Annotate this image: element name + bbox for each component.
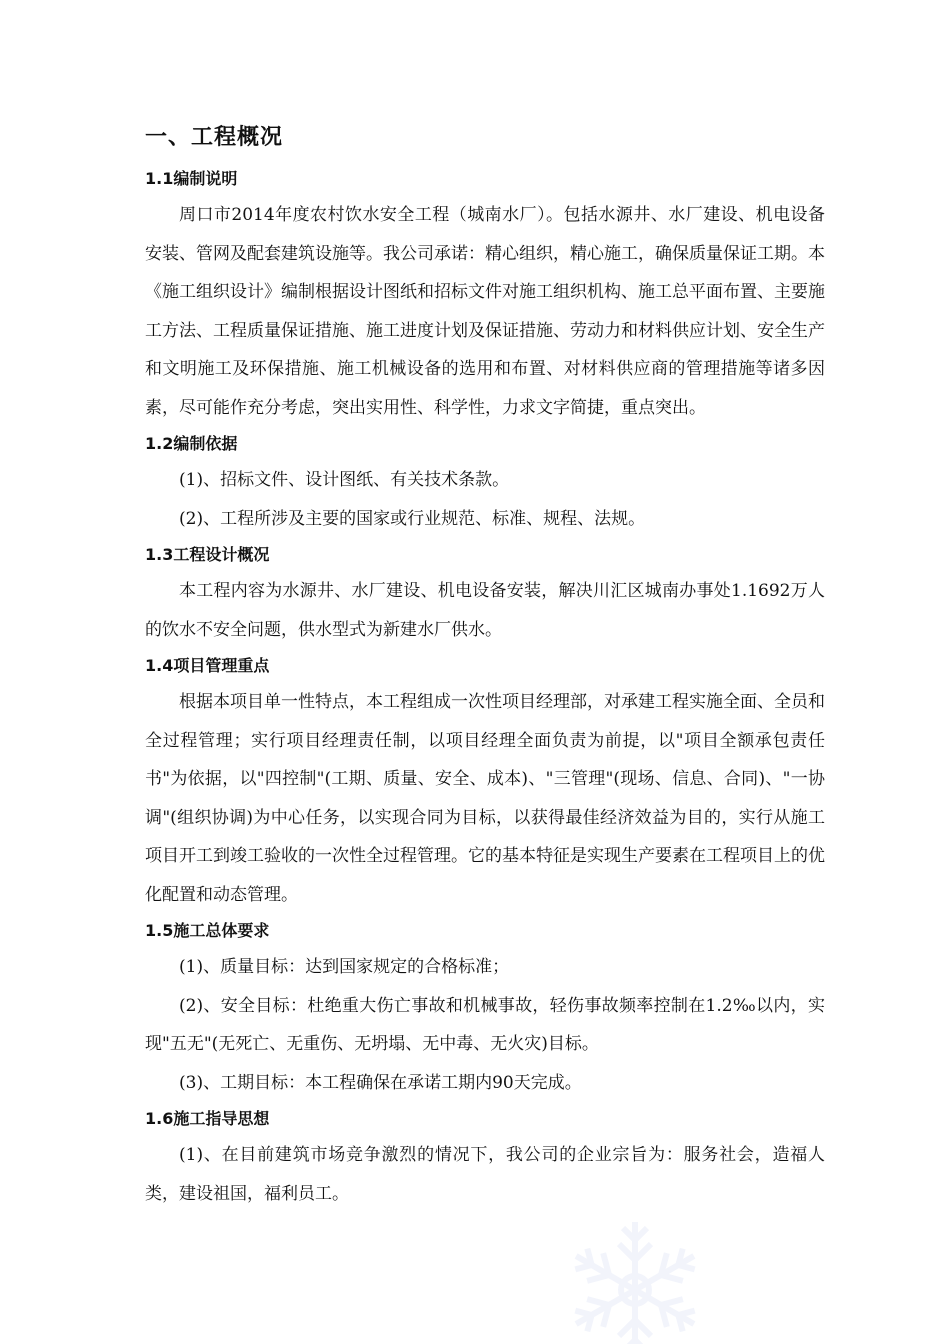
paragraph: 周口市2014年度农村饮水安全工程（城南水厂）。包括水源井、水厂建设、机电设备安装、管网及配套建筑设施等。我公司承诺：精心组织，精心施工，确保质量保证工期。本《施工组织设计》编制根据设计图纸和招标文件对施工组织机构、施工总平面布置、主要施工方法、工程质量保证措施、施工进度计划及保证措施、劳动力和材料供应计划、安全生产和文明施工及环保措施、施工机械设备的选用和布置、对材料供应商的管理措施等诸多因素，尽可能作充分考虑，突出实用性、科学性，力求文字简捷，重点突出。 — [145, 205, 825, 418]
section-1-6 — [145, 1106, 825, 1213]
paragraph: 本工程内容为水源井、水厂建设、机电设备安装，解决川汇区城南办事处1.1692万人的饮水不安全问题，供水型式为新建水厂供水。 — [145, 581, 825, 640]
paragraph: (2)、工程所涉及主要的国家或行业规范、标准、规程、法规。 — [179, 508, 646, 529]
section-title: 1.6施工指导思想 — [145, 1109, 270, 1128]
paragraph: 根据本项目单一性特点，本工程组成一次性项目经理部，对承建工程实施全面、全员和全过程管理；实行项目经理责任制，以项目经理全面负责为前提，以"项目全额承包责任书"为依据，以"四控制"(工期、质量、安全、成本)、"三管理"(现场、信息、合同)、"一协调"(组织协调)为中心任务，以实现合同为目标，以获得最佳经济效益为目的，实行从施工项目开工到竣工验收的一次性全过程管理。它的基本特征是实现生产要素在工程项目上的优化配置和动态管理。 — [145, 692, 825, 905]
chapter-heading: 一、工程概况 — [145, 125, 284, 150]
section-title: 1.3工程设计概况 — [145, 545, 270, 564]
snowflake-logo-icon — [560, 1215, 710, 1344]
section-title: 1.1编制说明 — [145, 169, 238, 188]
paragraph: (1)、招标文件、设计图纸、有关技术条款。 — [179, 470, 510, 490]
section-title: 1.4项目管理重点 — [145, 656, 270, 675]
paragraph: (1)、在目前建筑市场竞争激烈的情况下，我公司的企业宗旨为：服务社会，造福人类，建设祖国，福利员工。 — [145, 1145, 825, 1204]
section-1-1 — [145, 166, 825, 427]
paragraph: (2)、安全目标：杜绝重大伤亡事故和机械事故，轻伤事故频率控制在1.2‰以内，实现"五无"(无死亡、无重伤、无坍塌、无中毒、无火灾)目标。 — [145, 995, 825, 1054]
section-1-4 — [145, 653, 825, 914]
section-1-3 — [145, 542, 825, 649]
section-1-5 — [145, 918, 825, 1102]
paragraph: (3)、工期目标：本工程确保在承诺工期内90天完成。 — [179, 1072, 582, 1093]
paragraph: (1)、质量目标：达到国家规定的合格标准； — [179, 957, 510, 977]
document-body — [145, 118, 825, 1213]
section-1-2 — [145, 431, 825, 538]
section-title: 1.5施工总体要求 — [145, 921, 270, 940]
section-title: 1.2编制依据 — [145, 434, 238, 453]
